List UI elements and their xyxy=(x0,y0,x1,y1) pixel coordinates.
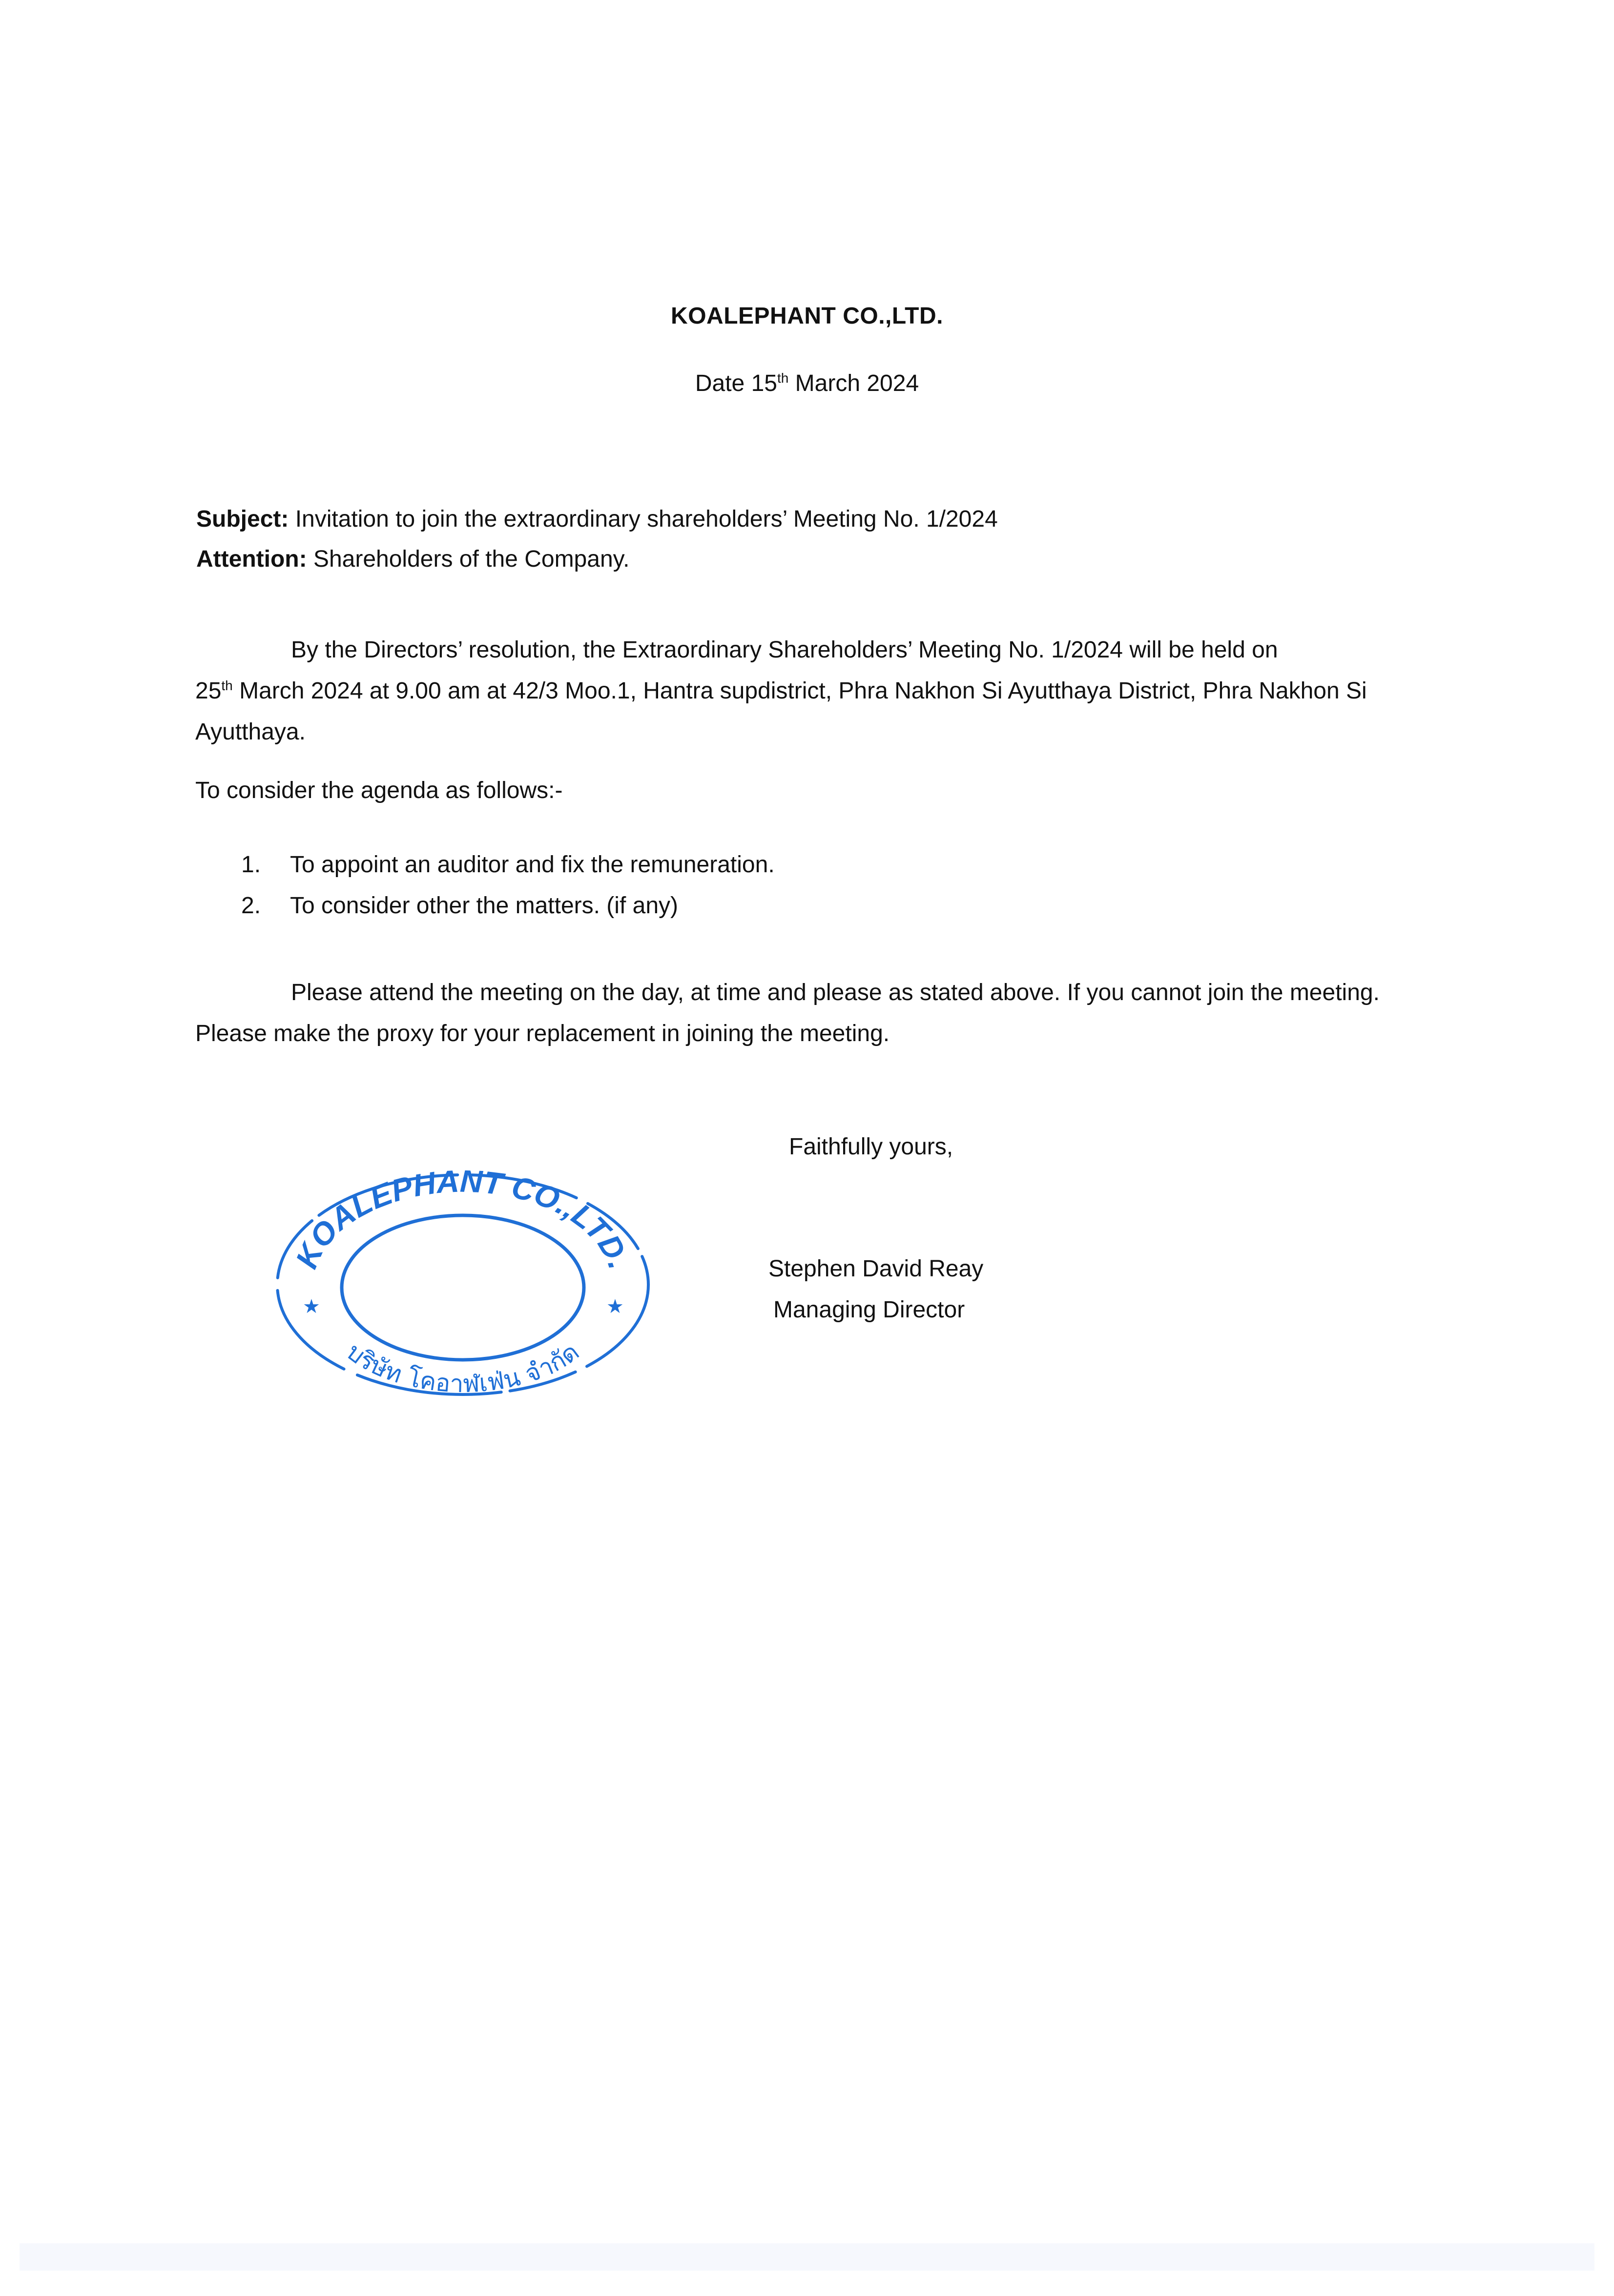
agenda-item-text: To appoint an auditor and fix the remuneration. xyxy=(290,852,775,878)
resolution-paragraph xyxy=(195,630,1435,753)
agenda-intro: To consider the agenda as follows:- xyxy=(195,778,563,803)
agenda-item-text: To consider other the matters. (if any) xyxy=(290,893,678,919)
attention-line xyxy=(196,546,629,573)
seal-top-text xyxy=(289,1164,637,1273)
attendance-paragraph xyxy=(195,972,1435,1054)
signer-name: Stephen David Reay xyxy=(768,1256,984,1282)
scan-edge-strip xyxy=(20,2243,1594,2271)
attention-label: Attention: xyxy=(196,546,307,572)
letter-date xyxy=(0,370,1614,397)
agenda-item xyxy=(241,844,775,885)
seal-bottom-text xyxy=(341,1337,584,1398)
agenda-item-number: 2. xyxy=(241,893,261,919)
resolution-rest: March 2024 at 9.00 am at 42/3 Moo.1, Hantra supdistrict, Phra Nakhon Si Ayutthaya District, Phra Nakhon Si Ayutthaya. xyxy=(195,678,1367,745)
date-suffix: March 2024 xyxy=(788,370,919,396)
seal-text-english: KOALEPHANT CO.,LTD. xyxy=(289,1163,638,1273)
agenda-list xyxy=(241,844,775,926)
company-seal-stamp xyxy=(268,1163,658,1407)
agenda-item xyxy=(241,885,775,926)
seal-text-thai: บริษัท โคอาฬเฟ่น จำกัด xyxy=(341,1337,584,1398)
subject-line xyxy=(196,506,998,533)
date-ordinal: th xyxy=(777,370,789,386)
resolution-line1: By the Directors’ resolution, the Extraordinary Shareholders’ Meeting No. 1/2024 will be held on xyxy=(291,637,1278,663)
seal-graphic xyxy=(268,1163,658,1407)
company-name: KOALEPHANT CO.,LTD. xyxy=(671,303,943,329)
star-icon: ★ xyxy=(606,1295,624,1318)
closing-salutation: Faithfully yours, xyxy=(789,1134,953,1160)
subject-label: Subject: xyxy=(196,506,289,532)
meeting-day: 25 xyxy=(195,678,222,704)
date-prefix: Date 15 xyxy=(695,370,777,396)
subject-text: Invitation to join the extraordinary shareholders’ Meeting No. 1/2024 xyxy=(289,506,998,532)
signer-title: Managing Director xyxy=(773,1297,965,1323)
agenda-item-number: 1. xyxy=(241,852,261,878)
star-icon: ★ xyxy=(303,1295,320,1318)
attendance-text: Please attend the meeting on the day, at time and please as stated above. If you cannot join the meeting. Please make the proxy for your replacement in joining the meeting. xyxy=(195,980,1380,1046)
meeting-day-ordinal: th xyxy=(221,678,233,693)
attention-text: Shareholders of the Company. xyxy=(307,546,630,572)
